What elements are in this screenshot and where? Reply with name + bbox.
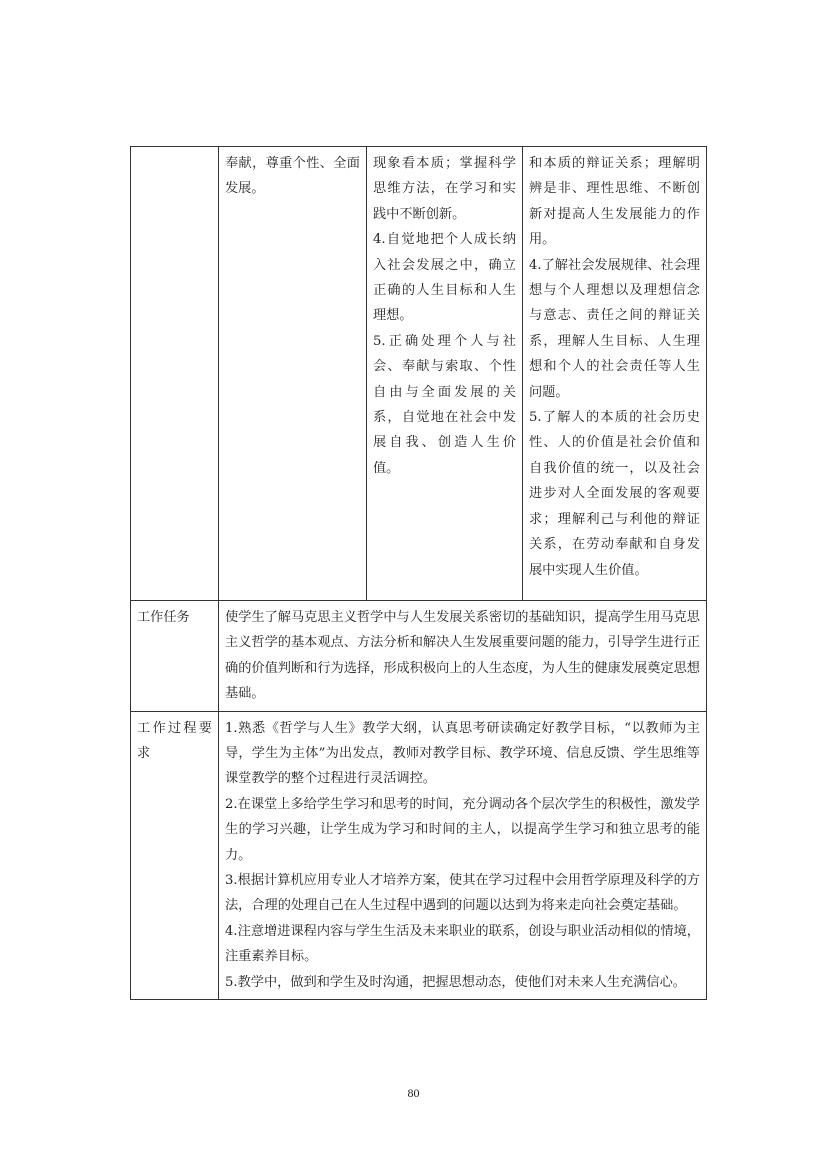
process-item: 3.根据计算机应用专业人才培养方案，使其在学习过程中会用哲学原理及科学的方法，合理的处理自己在人生过程中遇到的问题以达到为将来走向社会奠定基础。	[225, 873, 700, 914]
col2-para: 奉献，尊重个性、全面发展。	[225, 156, 360, 197]
process-item: 4.注意增进课程内容与学生生活及未来职业的联系，创设与职业活动相似的情境，注重素养目标。	[225, 923, 700, 965]
objectives-col-4	[523, 147, 707, 601]
task-content: 使学生了解马克思主义哲学中与人生发展关系密切的基础知识，提高学生用马克思主义哲学的基本观点、方法分析和解决人生发展重要问题的能力，引导学生进行正确的价值判断和行为选择，形成积极向上的人生态度，为人生的健康发展奠定思想基础。	[219, 601, 707, 712]
col4-para: 4.了解社会发展规律、社会理想与个人理想以及理想信念与意志、责任之间的辩证关系，理解人生目标、人生理想和个人的社会责任等人生问题。	[529, 257, 700, 400]
col3-para: 现象看本质；掌握科学思维方法，在学习和实践中不断创新。	[373, 156, 516, 222]
objectives-label-cell	[131, 147, 219, 601]
task-label: 工作任务	[131, 601, 219, 712]
process-item: 2.在课堂上多给学生学习和思考的时间，充分调动各个层次学生的积极性，激发学生的学习兴趣，让学生成为学习和时间的主人，以提高学生学习和独立思考的能力。	[225, 796, 700, 863]
course-table	[130, 146, 707, 1000]
process-item: 1.熟悉《哲学与人生》教学大纲，认真思考研读确定好教学目标，“以教师为主导，学生为主体”为出发点，教师对教学目标、教学环境、信息反馈、学生思维等课堂教学的整个过程进行灵活调控。	[225, 720, 700, 787]
objectives-col-3	[367, 147, 523, 601]
page-number: 80	[407, 1086, 420, 1100]
process-label: 工作过程要求	[131, 711, 219, 999]
col3-para: 4.自觉地把个人成长纳入社会发展之中，确立正确的人生目标和人生理想。	[373, 232, 516, 324]
objectives-col-2	[219, 147, 367, 601]
col4-para: 5.了解人的本质的社会历史性、人的价值是社会价值和自我价值的统一，以及社会进步对人全面发展的客观要求；理解利己与利他的辩证关系，在劳动奉献和自身发展中实现人生价值。	[529, 410, 700, 578]
col3-para: 5.正确处理个人与社会、奉献与索取、个性自由与全面发展的关系，自觉地在社会中发展自我、创造人生价值。	[373, 333, 516, 476]
objectives-row	[131, 147, 707, 601]
col4-para: 和本质的辩证关系；理解明辨是非、理性思维、不断创新对提高人生发展能力的作用。	[529, 156, 700, 248]
process-row	[131, 711, 707, 999]
process-content	[219, 711, 707, 999]
process-item: 5.教学中，做到和学生及时沟通，把握思想动态，使他们对未来人生充满信心。	[225, 974, 686, 990]
task-row	[131, 601, 707, 712]
